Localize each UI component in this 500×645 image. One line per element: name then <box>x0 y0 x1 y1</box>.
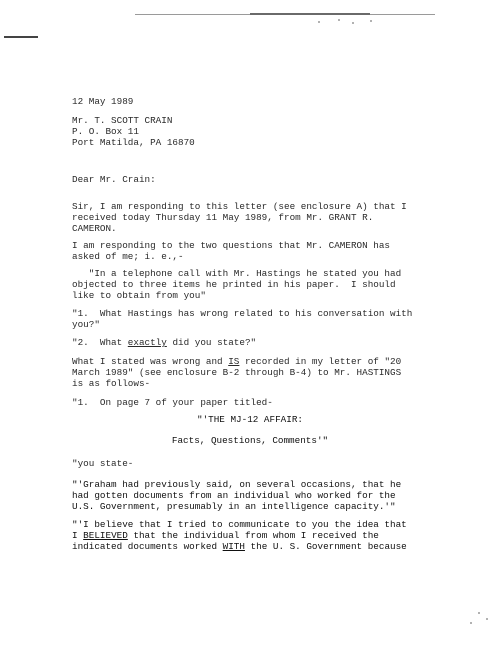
paper-title: "'THE MJ-12 AFFAIR: <box>196 414 303 425</box>
underlined-word: BELIEVED <box>83 530 128 541</box>
text-span: indicated documents worked <box>72 541 223 552</box>
scan-speck <box>370 20 372 22</box>
text-span: that the individual from whom I received the <box>127 530 379 541</box>
paragraph-line: CAMERON. <box>72 223 117 234</box>
paragraph-line: asked of me; i. e.,- <box>72 251 184 262</box>
recipient-box: P. O. Box 11 <box>72 126 139 137</box>
paragraph-line: "you state- <box>72 458 134 469</box>
quote-line <box>72 530 379 541</box>
underlined-word: exactly <box>127 337 167 348</box>
quote-line: like to obtain from you" <box>72 290 206 301</box>
quote-line: "In a telephone call with Mr. Hastings he stated you had <box>72 268 402 279</box>
paper-subtitle: Facts, Questions, Comments'" <box>171 435 329 446</box>
salutation: Dear Mr. Crain: <box>72 174 156 185</box>
recipient-name: Mr. T. SCOTT CRAIN <box>72 115 173 126</box>
paragraph-line: Sir, I am responding to this letter (see enclosure A) that I <box>72 201 407 212</box>
paragraph-line <box>72 356 401 367</box>
paragraph-line: is as follows- <box>72 378 151 389</box>
letter-date: 12 May 1989 <box>72 96 134 107</box>
text-span: recorded in my letter of "20 <box>239 356 402 367</box>
quote-line: U.S. Government, presumably in an intelligence capacity.'" <box>72 501 396 512</box>
question-line <box>72 337 256 348</box>
paragraph-line: March 1989" (see enclosure B-2 through B-4) to Mr. HASTINGS <box>72 367 402 378</box>
text-span: I <box>72 530 84 541</box>
quote-line: "'Graham had previously said, on several occasions, that he <box>72 479 402 490</box>
scan-speck <box>478 612 480 614</box>
quote-line: objected to three items he printed in his paper. I should <box>72 279 396 290</box>
underlined-word: WITH <box>222 541 245 552</box>
text-span: the U. S. Government because <box>244 541 407 552</box>
quote-line: had gotten documents from an individual who worked for the <box>72 490 396 501</box>
scan-speck <box>486 618 488 620</box>
recipient-city: Port Matilda, PA 16870 <box>72 137 195 148</box>
scan-speck <box>470 622 472 624</box>
quote-line <box>72 541 407 552</box>
text-span: did you state?" <box>166 337 257 348</box>
scan-speck <box>318 21 320 23</box>
text-span: "2. What <box>72 337 128 348</box>
scan-artifact-mark <box>4 36 38 38</box>
paragraph-line: I am responding to the two questions that Mr. CAMERON has <box>72 240 391 251</box>
question-line: "1. What Hastings has wrong related to his conversation with <box>72 308 413 319</box>
text-span: What I stated was wrong and <box>72 356 229 367</box>
question-line: you?" <box>72 319 100 330</box>
underlined-word: IS <box>228 356 240 367</box>
scan-speck <box>338 19 340 21</box>
scan-speck <box>352 22 354 24</box>
quote-line: "'I believe that I tried to communicate to you the idea that <box>72 519 407 530</box>
item-line: "1. On page 7 of your paper titled- <box>72 397 273 408</box>
paragraph-line: received today Thursday 11 May 1989, from Mr. GRANT R. <box>72 212 374 223</box>
scan-artifact-line <box>250 13 370 15</box>
